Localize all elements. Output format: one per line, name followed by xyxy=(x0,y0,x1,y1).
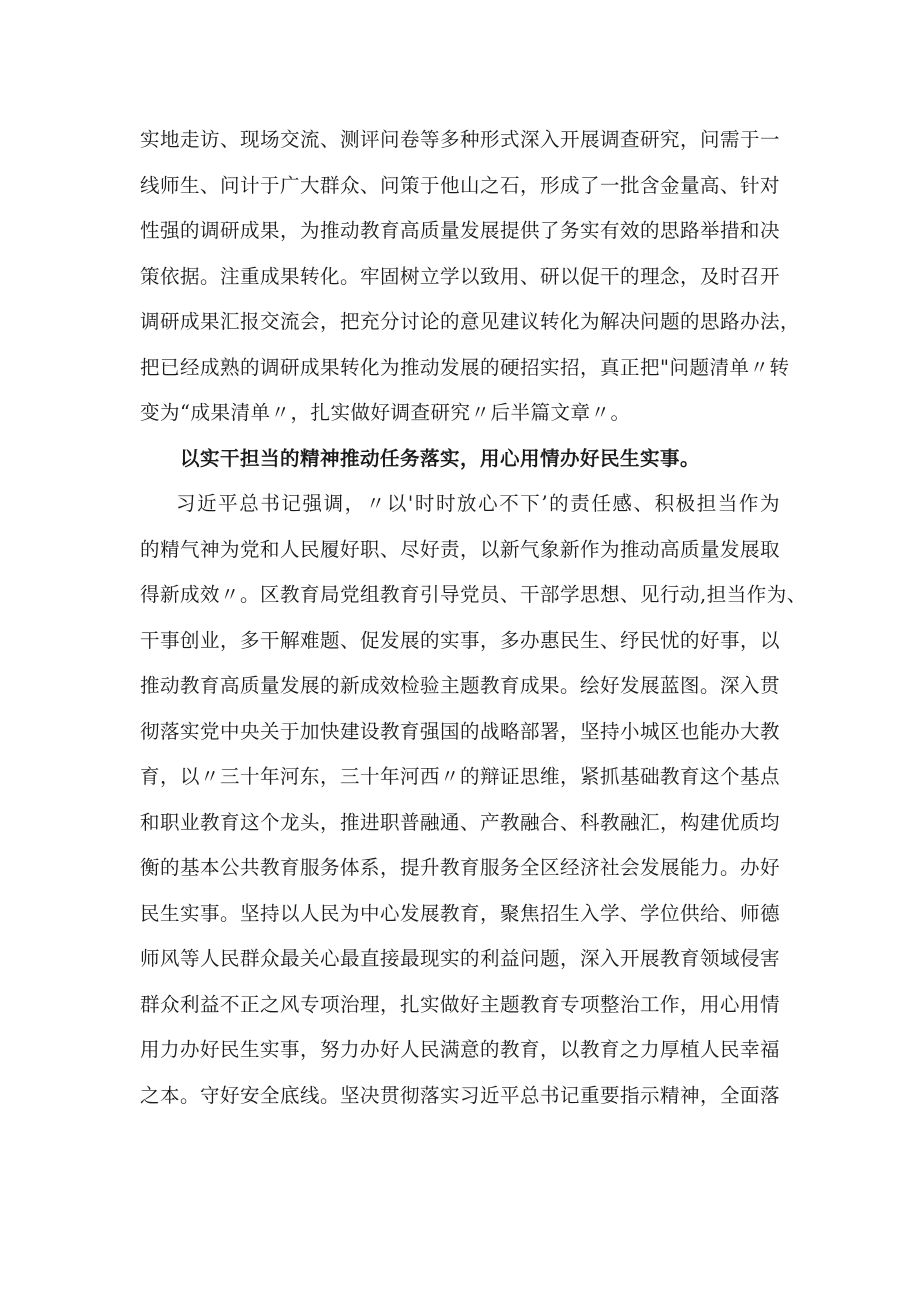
text-line: 的精气神为党和人民履好职、尽好责，以新气象新作为推动高质量发展取 xyxy=(140,537,781,561)
text-line: 得新成效〃。区教育局党组教育引导党员、干部学思想、见行动,担当作为、 xyxy=(140,583,807,606)
text-line: 把已经成熟的调研成果转化为推动发展的硬招实招，真正把"问题清单〃转 xyxy=(140,355,790,379)
section-heading: 以实干担当的精神推动任务落实，用心用情办好民生实事。 xyxy=(180,446,701,470)
text-line: 群众利益不正之风专项治理，扎实做好主题教育专项整治工作，用心用情 xyxy=(140,992,781,1016)
text-line: 推动教育高质量发展的新成效检验主题教育成果。绘好发展蓝图。深入贯 xyxy=(140,674,781,697)
text-line: 线师生、问计于广大群众、问策于他山之石，形成了一批含金量高、针对 xyxy=(140,173,781,197)
text-line: 干事创业，多干解难题、促发展的实事，多办惠民生、纾民忧的好事，以 xyxy=(140,628,781,652)
text-line: 育，以〃三十年河东，三十年河西〃的辩证思维，紧抓基础教育这个基点 xyxy=(140,765,781,788)
text-line: 之本。守好安全底线。坚决贯彻落实习近平总书记重要指示精神，全面落 xyxy=(140,1083,781,1107)
paragraph-1 xyxy=(140,117,801,436)
text-line: 民生实事。坚持以人民为中心发展教育，聚焦招生入学、学位供给、师德 xyxy=(140,901,781,925)
document-body xyxy=(140,117,807,1118)
text-line: 习近平总书记强调，〃以'时时放心不下’的责任感、积极担当作为 xyxy=(176,492,780,515)
text-line: 衡的基本公共教育服务体系，提升教育服务全区经济社会发展能力。办好 xyxy=(140,856,781,879)
paragraph-2 xyxy=(140,481,807,1118)
text-line: 调研成果汇报交流会，把充分讨论的意见建议转化为解决问题的思路办法， xyxy=(140,310,801,333)
text-line: 师风等人民群众最关心最直接最现实的利益问题，深入开展教育领域侵害 xyxy=(140,947,781,970)
text-line: 性强的调研成果，为推动教育高质量发展提供了务实有效的思路举措和决 xyxy=(140,219,781,242)
text-line: 彻落实党中央关于加快建设教育强国的战略部署，坚持小城区也能办大教 xyxy=(140,719,781,743)
text-line: 用力办好民生实事，努力办好人民满意的教育，以教育之力厚植人民幸福 xyxy=(140,1038,781,1061)
text-line: 变为“成果清单〃，扎实做好调查研究〃后半篇文章〃。 xyxy=(140,401,631,424)
text-line: 实地走访、现场交流、测评问卷等多种形式深入开展调查研究，问需于一 xyxy=(140,128,781,151)
text-line: 和职业教育这个龙头，推进职普融通、产教融合、科教融汇，构建优质均 xyxy=(140,810,781,834)
text-line: 策依据。注重成果转化。牢固树立学以致用、研以促干的理念，及时召开 xyxy=(140,264,781,288)
